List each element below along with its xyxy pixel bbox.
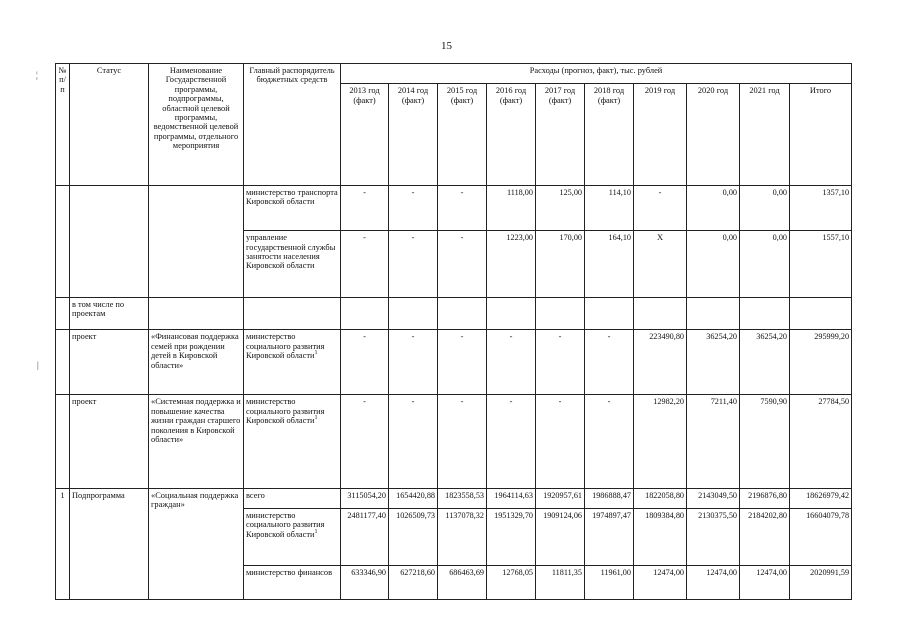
header-year: 2018 год (факт) xyxy=(585,84,634,185)
cell-value: - xyxy=(389,395,438,488)
cell-value: 1118,00 xyxy=(487,185,536,231)
table-row xyxy=(56,185,852,231)
cell-value: - xyxy=(438,231,487,298)
cell-value: - xyxy=(487,330,536,395)
table-row xyxy=(56,330,852,395)
cell-value: 36254,20 xyxy=(740,330,790,395)
header-year: 2019 год xyxy=(634,84,687,185)
cell-value: 7211,40 xyxy=(687,395,740,488)
header-year: 2021 год xyxy=(740,84,790,185)
cell-value: 1986888,47 xyxy=(585,488,634,508)
cell-value: - xyxy=(341,330,389,395)
header-year: 2016 год (факт) xyxy=(487,84,536,185)
cell-value: X xyxy=(634,231,687,298)
cell-value: - xyxy=(634,185,687,231)
cell-name: «Финансовая поддержка семей при рождении детей в Кировской области» xyxy=(149,330,244,395)
cell-value: 0,00 xyxy=(687,231,740,298)
cell-value: 1964114,63 xyxy=(487,488,536,508)
cell-status xyxy=(70,185,149,297)
cell-total: 295999,20 xyxy=(790,330,852,395)
cell-value: 12982,20 xyxy=(634,395,687,488)
header-year: 2017 год (факт) xyxy=(536,84,585,185)
cell-value: 2481177,40 xyxy=(341,508,389,565)
cell-value: 1951329,70 xyxy=(487,508,536,565)
cell-value: - xyxy=(585,395,634,488)
cell-admin xyxy=(244,565,341,600)
cell-admin xyxy=(244,298,341,330)
cell-value: 170,00 xyxy=(536,231,585,298)
budget-table xyxy=(55,63,852,600)
cell-total: 16604079,78 xyxy=(790,508,852,565)
header-total: Итого xyxy=(790,84,852,185)
cell-value: 223490,80 xyxy=(634,330,687,395)
cell-value xyxy=(585,298,634,330)
header-expenses: Расходы (прогноз, факт), тыс. рублей xyxy=(341,64,852,84)
footnote-mark: 1 xyxy=(314,350,318,357)
cell-status: в том числе по проектам xyxy=(70,298,149,330)
cell-value xyxy=(536,298,585,330)
cell-value: - xyxy=(341,185,389,231)
cell-num xyxy=(56,395,70,488)
cell-value: 11811,35 xyxy=(536,565,585,600)
cell-value: - xyxy=(536,395,585,488)
cell-admin-text: министерство финансов xyxy=(246,567,333,577)
cell-value: 3115054,20 xyxy=(341,488,389,508)
cell-admin xyxy=(244,185,341,231)
cell-total: 27784,50 xyxy=(790,395,852,488)
cell-value: - xyxy=(389,185,438,231)
cell-value: 114,10 xyxy=(585,185,634,231)
table-row xyxy=(56,298,852,330)
cell-value: 2184202,80 xyxy=(740,508,790,565)
header-name: Наименование Государственной программы, подпрограммы, областной целевой программы, ведомственной целевой программы, отдельного мероприятия xyxy=(149,64,244,186)
cell-value: 1823558,53 xyxy=(438,488,487,508)
cell-value: 2196876,80 xyxy=(740,488,790,508)
page-number: 15 xyxy=(441,40,452,52)
cell-value: 2143049,50 xyxy=(687,488,740,508)
cell-value: 1909124,06 xyxy=(536,508,585,565)
table-row xyxy=(56,488,852,508)
header-year: 2013 год (факт) xyxy=(341,84,389,185)
cell-value: 2130375,50 xyxy=(687,508,740,565)
cell-admin xyxy=(244,330,341,395)
cell-value: 11961,00 xyxy=(585,565,634,600)
cell-value: 1137078,32 xyxy=(438,508,487,565)
header-year: 2020 год xyxy=(687,84,740,185)
cell-value: 7590,90 xyxy=(740,395,790,488)
cell-admin-text: министерство транспорта Кировской области xyxy=(246,187,338,206)
cell-admin-text: министерство социального развития Кировской области xyxy=(246,332,325,361)
cell-value: 1026509,73 xyxy=(389,508,438,565)
cell-value: 1809384,80 xyxy=(634,508,687,565)
header-num: № п/п xyxy=(56,64,70,186)
margin-tick: ¦ xyxy=(36,70,38,80)
cell-status: проект xyxy=(70,330,149,395)
cell-status: Подпрограмма xyxy=(70,488,149,599)
header-admin: Главный распорядитель бюджетных средств xyxy=(244,64,341,186)
cell-total: 1357,10 xyxy=(790,185,852,231)
cell-admin-text: всего xyxy=(246,490,265,500)
cell-admin xyxy=(244,395,341,488)
cell-total: 18626979,42 xyxy=(790,488,852,508)
cell-value: - xyxy=(438,395,487,488)
cell-value: - xyxy=(341,231,389,298)
header-year: 2014 год (факт) xyxy=(389,84,438,185)
cell-value: - xyxy=(585,330,634,395)
cell-value: - xyxy=(487,395,536,488)
cell-admin-text: министерство социального развития Кировской области xyxy=(246,397,325,426)
cell-num xyxy=(56,330,70,395)
footnote-mark: 1 xyxy=(314,528,318,535)
cell-total: 2020991,59 xyxy=(790,565,852,600)
cell-value: 1920957,61 xyxy=(536,488,585,508)
cell-total: 1557,10 xyxy=(790,231,852,298)
cell-value: - xyxy=(341,395,389,488)
cell-name: «Социальная поддержка граждан» xyxy=(149,488,244,599)
cell-value: 12474,00 xyxy=(740,565,790,600)
cell-value: - xyxy=(438,330,487,395)
cell-total xyxy=(790,298,852,330)
cell-value: 12768,05 xyxy=(487,565,536,600)
cell-value: 12474,00 xyxy=(687,565,740,600)
cell-value: 1822058,80 xyxy=(634,488,687,508)
cell-value: 633346,90 xyxy=(341,565,389,600)
cell-admin xyxy=(244,508,341,565)
cell-value xyxy=(634,298,687,330)
cell-num xyxy=(56,185,70,297)
margin-tick: | xyxy=(37,360,39,370)
table-row xyxy=(56,395,852,488)
cell-value: 164,10 xyxy=(585,231,634,298)
cell-value: - xyxy=(389,231,438,298)
cell-num: 1 xyxy=(56,488,70,599)
cell-value: - xyxy=(438,185,487,231)
footnote-mark: 1 xyxy=(314,415,318,422)
cell-value xyxy=(341,298,389,330)
cell-status: проект xyxy=(70,395,149,488)
cell-value xyxy=(487,298,536,330)
header-year: 2015 год (факт) xyxy=(438,84,487,185)
cell-value xyxy=(687,298,740,330)
cell-value: 12474,00 xyxy=(634,565,687,600)
cell-admin xyxy=(244,488,341,508)
cell-admin-text: министерство социального развития Кировской области xyxy=(246,510,325,539)
cell-value: - xyxy=(536,330,585,395)
cell-admin xyxy=(244,231,341,298)
cell-value: 0,00 xyxy=(740,231,790,298)
cell-admin-text: управление государственной службы занятости населения Кировской области xyxy=(246,233,336,271)
header-status: Статус xyxy=(70,64,149,186)
cell-value: 0,00 xyxy=(687,185,740,231)
cell-name: «Системная поддержка и повышение качества жизни граждан старшего поколения в Кировской области» xyxy=(149,395,244,488)
cell-value: 1223,00 xyxy=(487,231,536,298)
cell-name xyxy=(149,298,244,330)
cell-value xyxy=(438,298,487,330)
cell-value: 1654420,88 xyxy=(389,488,438,508)
cell-value: - xyxy=(389,330,438,395)
cell-value: 627218,60 xyxy=(389,565,438,600)
cell-num xyxy=(56,298,70,330)
cell-value xyxy=(389,298,438,330)
cell-value: 125,00 xyxy=(536,185,585,231)
cell-value: 36254,20 xyxy=(687,330,740,395)
cell-name xyxy=(149,185,244,297)
header-row xyxy=(56,64,852,84)
cell-value: 686463,69 xyxy=(438,565,487,600)
cell-value xyxy=(740,298,790,330)
cell-value: 0,00 xyxy=(740,185,790,231)
cell-value: 1974897,47 xyxy=(585,508,634,565)
table-body xyxy=(56,185,852,599)
